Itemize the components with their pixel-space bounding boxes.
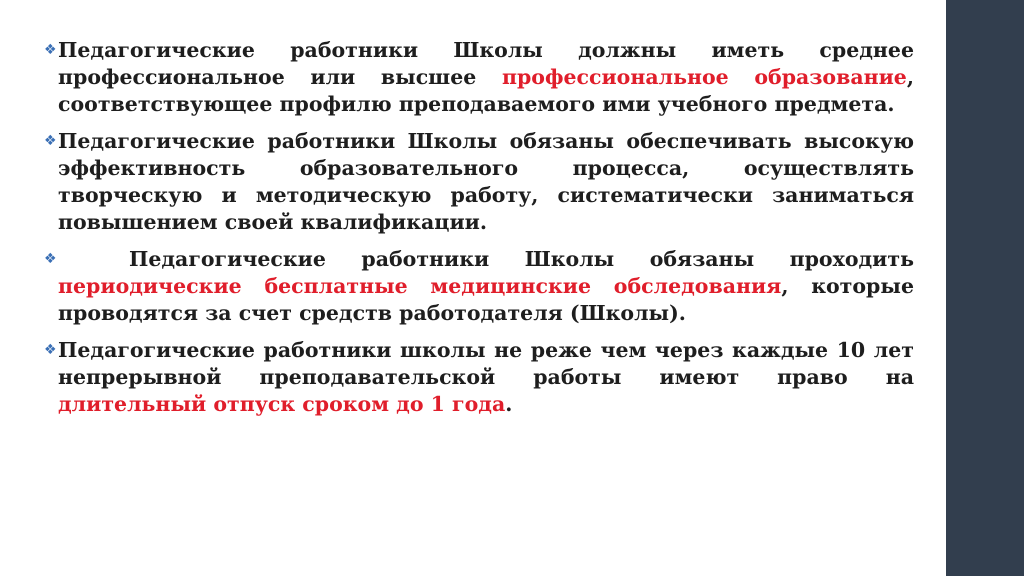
highlighted-text: профессиональное образование — [501, 65, 907, 89]
bullet-text — [58, 247, 914, 325]
diamond-bullet-icon: ❖ — [44, 133, 57, 149]
text-segment: , соответствующее профилю преподаваемого ими учебного предмета. — [58, 65, 914, 116]
text-segment: . — [505, 392, 513, 416]
bullet-text — [58, 38, 914, 116]
text-segment: Педагогические работники Школы обязаны проходить — [128, 247, 914, 271]
text-segment: Педагогические работники Школы обязаны обеспечивать высокую эффективность образовательного процесса, осуществлять творческую и методическую работу, систематически заниматься повышением своей квалификации. — [58, 129, 914, 234]
highlighted-text: периодические бесплатные медицинские обследования — [58, 274, 782, 298]
text-segment: Педагогические работники Школы должны иметь среднее профессиональное или высшее — [58, 38, 914, 89]
bullet-text — [58, 338, 914, 416]
bullet-item-qualification — [46, 37, 914, 118]
bullet-text — [58, 129, 914, 234]
bullet-list — [46, 37, 914, 428]
bullet-item-leave — [46, 337, 914, 418]
text-segment: Педагогические работники школы не реже чем через каждые 10 лет непрерывной преподавательской работы имеют право на — [58, 338, 914, 389]
bullet-item-duties — [46, 128, 914, 236]
diamond-bullet-icon: ❖ — [44, 251, 57, 267]
highlighted-text: длительный отпуск сроком до 1 года — [58, 392, 506, 416]
diamond-bullet-icon: ❖ — [44, 342, 57, 358]
right-sidebar-band — [946, 0, 1024, 576]
diamond-bullet-icon: ❖ — [44, 42, 57, 58]
text-segment: , которые проводятся за счет средств работодателя (Школы). — [58, 274, 914, 325]
bullet-item-medical — [46, 246, 914, 327]
